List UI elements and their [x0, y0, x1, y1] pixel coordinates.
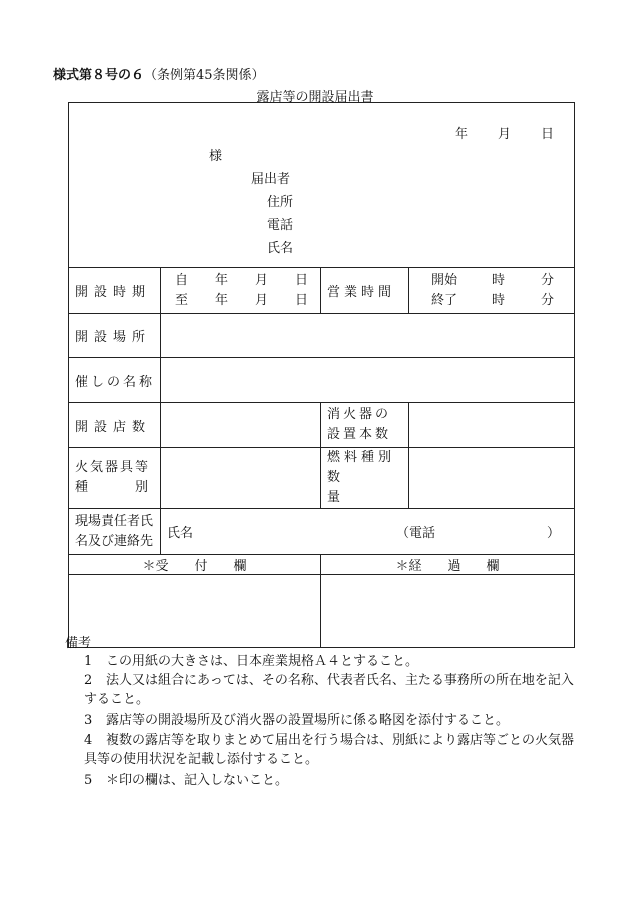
note-num-5: 5 [84, 773, 93, 788]
progress-field [321, 575, 575, 648]
extinguisher-label-1: 消火器の [327, 407, 392, 422]
hours-field[interactable] [409, 268, 575, 314]
note-num-4: 4 [84, 733, 93, 748]
reception-header: ＊受 付 欄 [69, 555, 321, 575]
manager-label-2: 名及び連絡先 [75, 533, 154, 549]
notes-heading: 備考 [65, 636, 92, 651]
period-to-month: 月 [254, 292, 268, 308]
period-to-row [175, 291, 308, 311]
fire-equipment-label [69, 448, 161, 509]
period-from-year: 年 [214, 272, 228, 288]
manager-field-row [167, 522, 560, 541]
location-label: 開設場所 [69, 314, 161, 358]
form-number-main: 様式第８号の６ [53, 68, 145, 83]
note-text-3: 露店等の開設場所及び消火器の設置場所に係る略図を添付すること。 [106, 713, 510, 728]
extinguisher-label-2: 設置本数 [327, 427, 392, 442]
note-text-5: ＊印の欄は、記入しないこと。 [106, 773, 289, 788]
note-item-5 [84, 771, 584, 790]
period-from-month: 月 [254, 272, 268, 288]
note-item-3 [84, 711, 584, 730]
addressee-sama: 様 [209, 149, 223, 164]
address-label: 住所 [267, 195, 294, 210]
fuel-label-1: 燃料種別 [327, 450, 396, 465]
manager-label-1: 現場責任者氏 [75, 513, 154, 529]
hours-end-hour: 時 [491, 292, 505, 308]
note-num-3: 3 [84, 713, 93, 728]
form-number [53, 64, 265, 83]
event-name-label: 催しの名称 [69, 358, 161, 403]
location-field[interactable] [161, 314, 575, 358]
manager-phone-close: ） [546, 526, 560, 541]
hours-start: 開始 [431, 272, 458, 288]
fire-equipment-field[interactable] [161, 448, 321, 509]
period-to-itaru: 至 [175, 292, 189, 308]
date-field [455, 123, 554, 142]
hours-end: 終了 [431, 292, 458, 308]
note-item-4 [84, 731, 576, 769]
hours-end-minute: 分 [540, 292, 554, 308]
hours-start-hour: 時 [491, 272, 505, 288]
note-text-1: この用紙の大きさは、日本産業規格Ａ４とすること。 [106, 654, 419, 669]
extinguisher-label [321, 403, 409, 448]
hours-label: 営業時間 [321, 268, 409, 314]
manager-label [69, 509, 161, 555]
fuel-label [321, 448, 409, 509]
date-day: 日 [540, 127, 554, 142]
hours-end-row [431, 291, 554, 311]
event-name-field[interactable] [161, 358, 575, 403]
note-text-4: 複数の露店等を取りまとめて届出を行う場合は、別紙により露店等ごとの火気器具等の使用状況を記載し添付すること。 [84, 733, 575, 767]
reception-field [69, 575, 321, 648]
hours-start-minute: 分 [540, 272, 554, 288]
fuel-field[interactable] [409, 448, 575, 509]
date-year: 年 [454, 127, 468, 142]
store-count-label: 開設店数 [69, 403, 161, 448]
period-to-year: 年 [214, 292, 228, 308]
store-count-field[interactable] [161, 403, 321, 448]
form-number-ref: （条例第45条関係） [144, 68, 265, 83]
note-num-2: 2 [84, 673, 93, 688]
note-text-2: 法人又は組合にあっては、その名称、代表者氏名、主たる事務所の所在地を記入すること。 [84, 673, 574, 707]
progress-header: ＊経 過 欄 [321, 555, 575, 575]
name-label: 氏名 [267, 241, 294, 256]
fuel-label-2: 数 量 [327, 470, 396, 505]
manager-field[interactable] [161, 509, 575, 555]
note-num-1: 1 [84, 654, 93, 669]
note-item-1 [84, 652, 584, 671]
manager-name-label: 氏名 [167, 526, 194, 541]
manager-phone-label: （電話 [395, 526, 435, 541]
period-field[interactable] [161, 268, 321, 314]
submitter-label: 届出者 [251, 172, 291, 187]
period-to-day: 日 [294, 292, 308, 308]
form-title: 露店等の開設届出書 [256, 90, 374, 105]
phone-label: 電話 [267, 218, 294, 233]
header-cell[interactable] [69, 103, 575, 268]
period-from-row [175, 271, 308, 291]
extinguisher-count-field[interactable] [409, 403, 575, 448]
date-month: 月 [497, 127, 511, 142]
fire-equipment-label-1: 火気器具等 [75, 460, 151, 475]
manager-phone-group [396, 522, 560, 541]
period-label: 開設時期 [69, 268, 161, 314]
hours-start-row [431, 271, 554, 291]
application-form-table [68, 102, 575, 648]
fire-equipment-label-2: 種 別 [75, 480, 151, 495]
period-from-day: 日 [294, 272, 308, 288]
period-from-ji: 自 [175, 272, 189, 288]
note-item-2 [84, 671, 576, 709]
